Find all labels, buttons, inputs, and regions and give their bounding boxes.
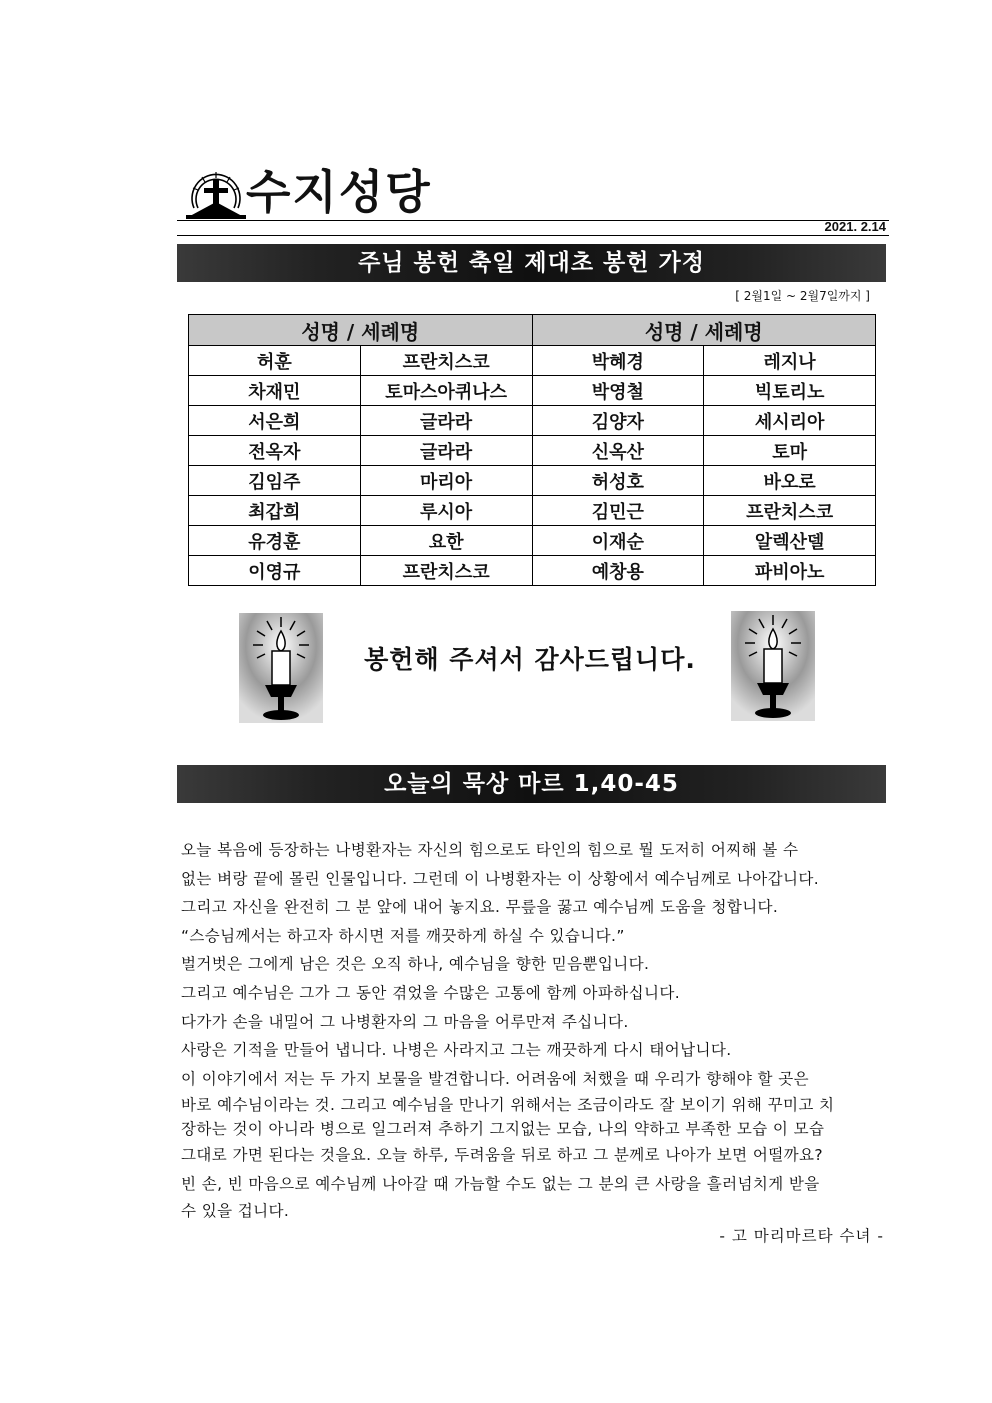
member-name: 최갑희 [189, 496, 361, 526]
offering-period: [ 2월1일 ~ 2월7일까지 ] [735, 289, 870, 303]
baptismal-name: 바오로 [704, 466, 876, 496]
member-name: 김민근 [532, 496, 704, 526]
table-row [189, 406, 876, 436]
meditation-line: 다가가 손을 내밀어 그 나병환자의 그 마음을 어루만져 주십니다. [181, 1012, 629, 1031]
table-row [189, 346, 876, 376]
meditation-line: “스승님께서는 하고자 하시면 저를 깨끗하게 하실 수 있습니다.” [181, 926, 625, 945]
member-name: 김임주 [189, 466, 361, 496]
member-name: 유경훈 [189, 526, 361, 556]
member-name: 신옥산 [532, 436, 704, 466]
baptismal-name: 프란치스코 [360, 556, 532, 586]
baptismal-name: 요한 [360, 526, 532, 556]
table-row [189, 526, 876, 556]
candle-icon [731, 611, 815, 721]
baptismal-name: 루시아 [360, 496, 532, 526]
baptismal-name: 토마스아퀴나스 [360, 376, 532, 406]
meditation-line: 벌거벗은 그에게 남은 것은 오직 하나, 예수님을 향한 믿음뿐입니다. [181, 955, 650, 974]
baptismal-name: 토마 [704, 436, 876, 466]
meditation-line: 바로 예수님이라는 것. 그리고 예수님을 만나기 위해서는 조금이라도 잘 보이기 위해 꾸미고 치 [181, 1096, 835, 1115]
meditation-line: 장하는 것이 아니라 병으로 일그러져 추하기 그지없는 모습, 나의 약하고 부족한 모습 이 모습 [181, 1120, 825, 1139]
meditation-line: 오늘 복음에 등장하는 나병환자는 자신의 힘으로도 타인의 힘으로 뭘 도저히 어찌해 볼 수 [181, 841, 799, 859]
member-name: 김양자 [532, 406, 704, 436]
meditation-line: 빈 손, 빈 마음으로 예수님께 나아갈 때 가늠할 수도 없는 그 분의 큰 사랑을 흘러넘치게 받을 [181, 1174, 820, 1193]
baptismal-name: 레지나 [704, 346, 876, 376]
church-name: 수지성당 [246, 165, 432, 219]
bulletin-date: 2021. 2.14 [824, 219, 886, 234]
baptismal-name: 세시리아 [704, 406, 876, 436]
member-name: 이영규 [189, 556, 361, 586]
baptismal-name: 프란치스코 [360, 346, 532, 376]
member-name: 허훈 [189, 346, 361, 376]
meditation-line: 이 이야기에서 저는 두 가지 보물을 발견합니다. 어려움에 처했을 때 우리가 향해야 할 곳은 [181, 1069, 810, 1088]
table-header-row [189, 315, 876, 346]
member-name: 박영철 [532, 376, 704, 406]
baptismal-name: 빅토리노 [704, 376, 876, 406]
church-logo-icon [186, 168, 246, 220]
offering-table [188, 314, 876, 586]
member-name: 서은희 [189, 406, 361, 436]
member-name: 박혜경 [532, 346, 704, 376]
meditation-line: 그리고 예수님은 그가 그 동안 겪었을 수많은 고통에 함께 아파하십니다. [181, 983, 681, 1002]
member-name: 차재민 [189, 376, 361, 406]
meditation-line: 수 있을 겁니다. [181, 1201, 290, 1220]
table-row [189, 436, 876, 466]
meditation-banner: 오늘의 묵상 마르 1,40-45 [177, 765, 886, 803]
meditation-text [181, 836, 886, 1223]
baptismal-name: 마리아 [360, 466, 532, 496]
table-row [189, 376, 876, 406]
member-name: 이재순 [532, 526, 704, 556]
table-row [189, 496, 876, 526]
meditation-line: 없는 벼랑 끝에 몰린 인물입니다. 그런데 이 나병환자는 이 상황에서 예수님께로 나아갑니다. [181, 869, 820, 888]
member-name: 허성호 [532, 466, 704, 496]
baptismal-name: 글라라 [360, 406, 532, 436]
table-row [189, 466, 876, 496]
member-name: 전옥자 [189, 436, 361, 466]
thanks-message: 봉헌해 주셔서 감사드립니다. [364, 645, 696, 674]
baptismal-name: 프란치스코 [704, 496, 876, 526]
table-row [189, 556, 876, 586]
member-name: 예창용 [532, 556, 704, 586]
column-header: 성명 / 세례명 [189, 315, 533, 346]
meditation-line: 사랑은 기적을 만들어 냅니다. 나병은 사라지고 그는 깨끗하게 다시 태어납니다. [181, 1041, 732, 1060]
meditation-author: - 고 마리마르타 수녀 - [719, 1227, 884, 1245]
column-header: 성명 / 세례명 [532, 315, 876, 346]
offering-banner: 주님 봉헌 축일 제대초 봉헌 가정 [177, 244, 886, 282]
meditation-line: 그대로 가면 된다는 것을요. 오늘 하루, 두려움을 뒤로 하고 그 분께로 나아가 보면 어떨까요? [181, 1146, 823, 1165]
baptismal-name: 글라라 [360, 436, 532, 466]
baptismal-name: 알렉산델 [704, 526, 876, 556]
baptismal-name: 파비아노 [704, 556, 876, 586]
header-rule-bottom [177, 235, 889, 236]
candle-icon [239, 613, 323, 723]
meditation-line: 그리고 자신을 완전히 그 분 앞에 내어 놓지요. 무릎을 꿇고 예수님께 도움을 청합니다. [181, 898, 779, 917]
